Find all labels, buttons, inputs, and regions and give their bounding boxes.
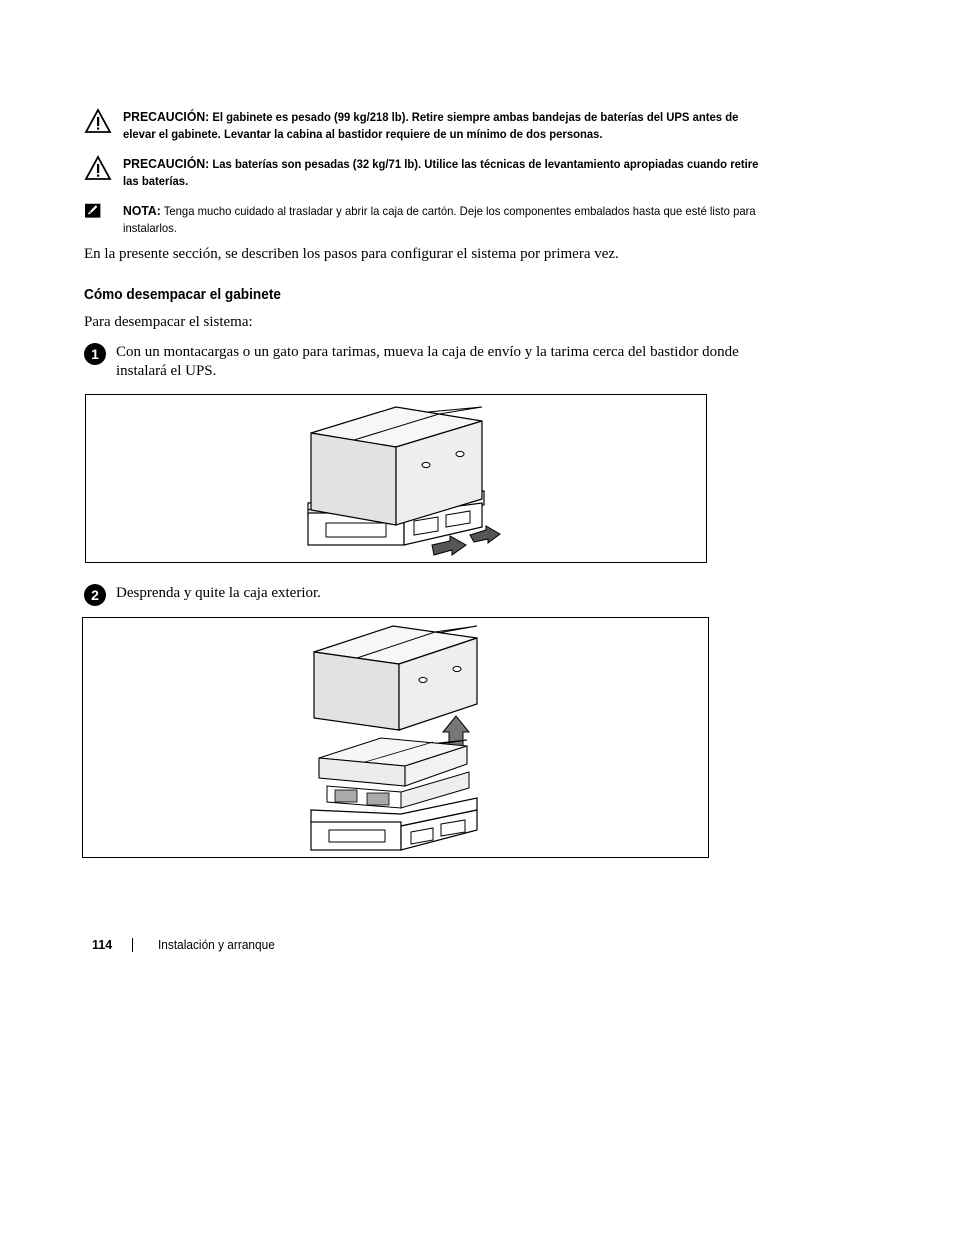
note-pencil-icon: [84, 203, 106, 223]
step-number-badge: 1: [84, 343, 106, 365]
intro-paragraph: En la presente sección, se describen los pasos para configurar el sistema por primera vez.: [84, 246, 619, 262]
step-text: Desprenda y quite la caja exterior.: [116, 585, 321, 601]
step-text: Con un montacargas o un gato para tarimas, mueva la caja de envío y la tarima cerca del bastidor donde instalará el UPS.: [116, 344, 739, 379]
figure-box-on-pallet: [85, 394, 707, 563]
step-number-badge: 2: [84, 584, 106, 606]
caution-label: PRECAUCIÓN:: [123, 109, 210, 124]
caution-text: Las baterías son pesadas (32 kg/71 lb). Utilice las técnicas de levantamiento apropiadas cuando retire las baterías.: [123, 157, 759, 188]
warning-triangle-icon: [84, 108, 112, 134]
footer-divider: [132, 938, 133, 952]
note-text: Tenga mucho cuidado al trasladar y abrir la caja de cartón. Deje los componentes embalados hasta que esté listo para instalarlos.: [123, 204, 756, 235]
note-label: NOTA:: [123, 203, 161, 218]
step-2: [84, 584, 744, 603]
page-number: 114: [92, 938, 113, 952]
caution-notice-1: [84, 108, 744, 143]
figure-remove-outer-box: [82, 617, 709, 858]
caution-text: El gabinete es pesado (99 kg/218 lb). Retire siempre ambas bandejas de baterías del UPS antes de elevar el gabinete. Levantar la cabina al bastidor requiere de un mínimo de dos personas.: [123, 110, 739, 141]
section-heading: Cómo desempacar el gabinete: [84, 287, 281, 303]
caution-label: PRECAUCIÓN:: [123, 156, 210, 171]
warning-triangle-icon: [84, 155, 112, 181]
section-title: Instalación y arranque: [158, 938, 275, 952]
lead-paragraph: Para desempacar el sistema:: [84, 314, 253, 330]
remove-outer-box-illustration: [83, 618, 708, 857]
note-notice: [84, 202, 756, 237]
box-on-pallet-illustration: [86, 395, 706, 562]
step-1: [84, 343, 744, 381]
caution-notice-2: [84, 155, 759, 190]
